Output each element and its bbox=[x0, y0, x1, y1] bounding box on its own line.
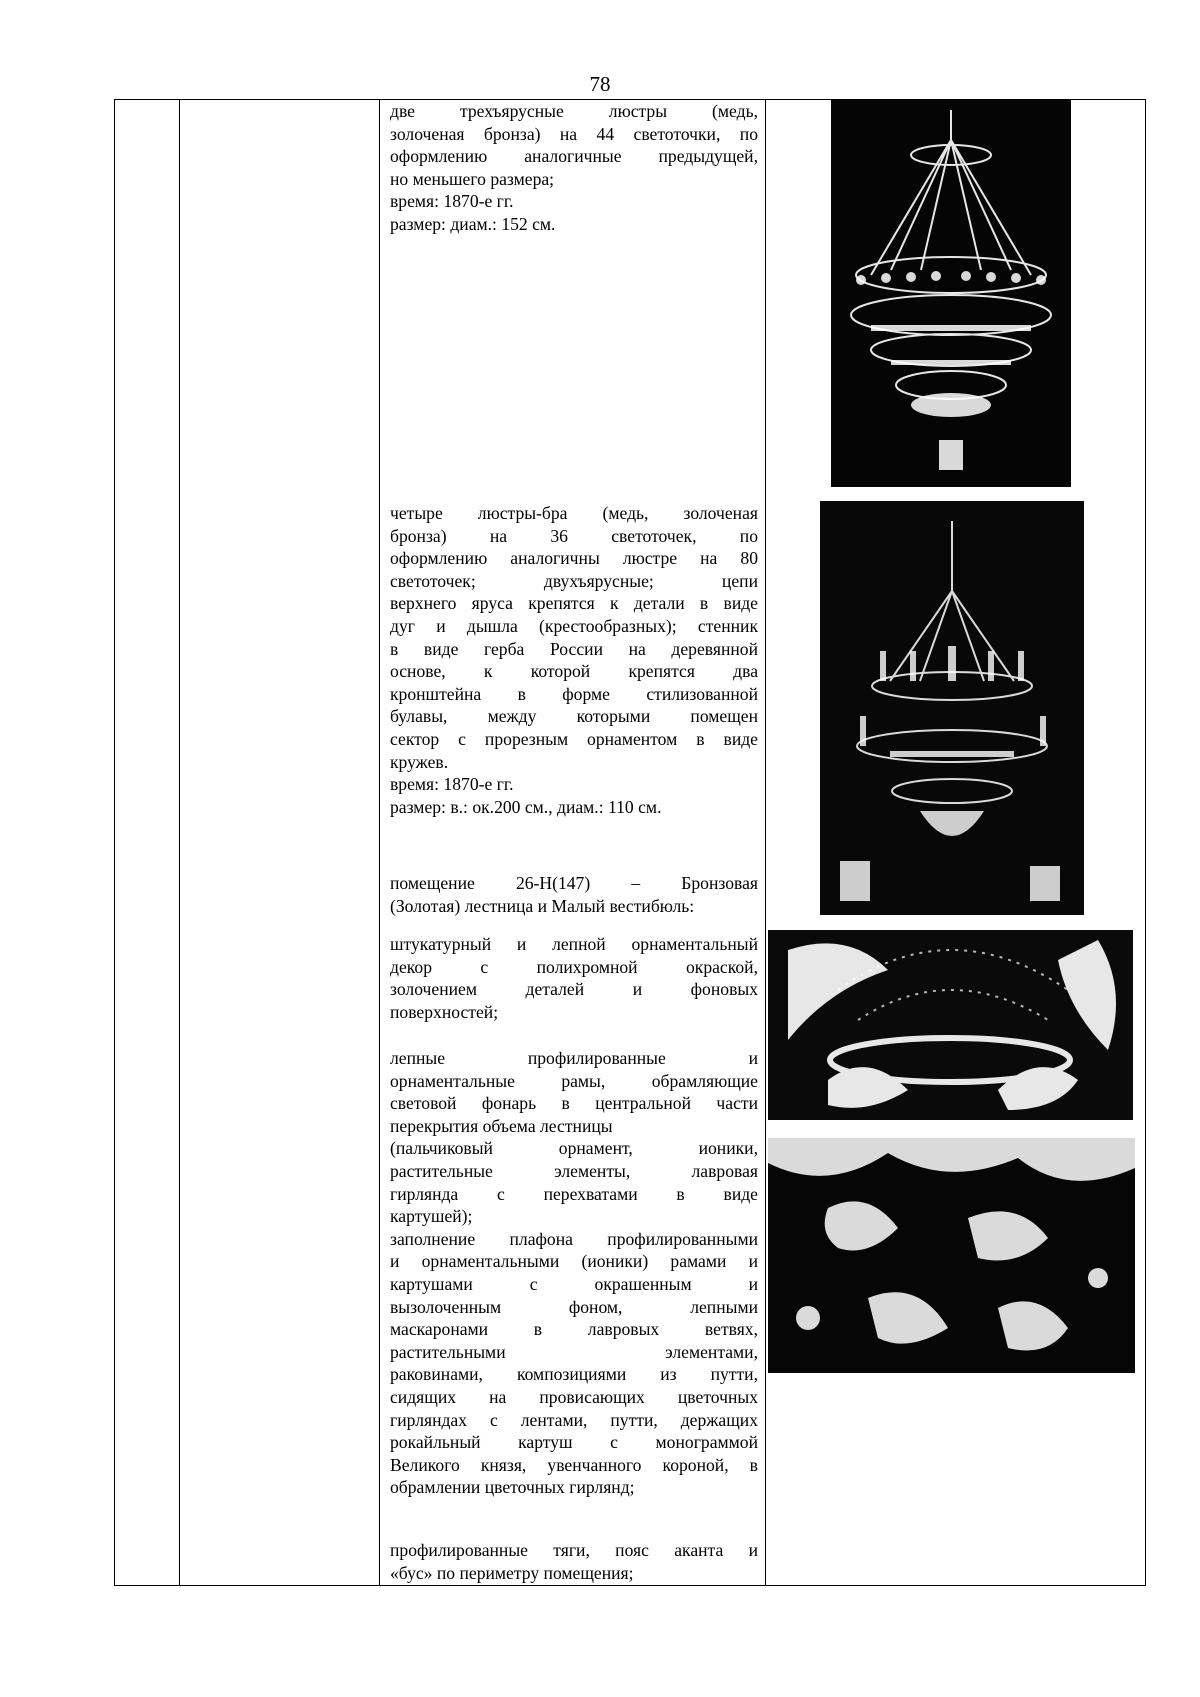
chandelier-photo bbox=[831, 100, 1071, 487]
text-line: профилированные тяги, пояс аканта и bbox=[390, 1540, 758, 1560]
text-line: рокайльный картуш с монограммой bbox=[390, 1432, 758, 1453]
text-line: основе, к которой крепятся два bbox=[390, 661, 758, 682]
column-divider bbox=[379, 99, 380, 1586]
text-line: поверхностей; bbox=[390, 1001, 499, 1022]
text-line: но меньшего размера; bbox=[390, 168, 555, 189]
entry-sconce-chandeliers bbox=[390, 502, 758, 818]
text-line: помещение 26-Н(147) – Бронзовая bbox=[390, 873, 758, 893]
text-line: сектор с прорезным орнаментом в виде bbox=[390, 728, 758, 749]
text-line: растительные элементы, лавровая bbox=[390, 1160, 758, 1181]
text-line: картушей); bbox=[390, 1206, 473, 1227]
text-line: орнаментальные рамы, обрамляющие bbox=[390, 1070, 758, 1091]
text-line: растительными элементами, bbox=[390, 1341, 758, 1362]
text-line: оформлению аналогичные предыдущей, bbox=[390, 146, 758, 167]
entry-stucco-decor bbox=[390, 933, 758, 1023]
text-line: верхнего яруса крепятся к детали в виде bbox=[390, 593, 758, 614]
text-line: размер: диам.: 152 см. bbox=[390, 213, 556, 234]
text-line: бронза) на 36 светоточек, по bbox=[390, 525, 758, 546]
text-line: вызолоченным фоном, лепными bbox=[390, 1296, 758, 1317]
text-line: в виде герба России на деревянной bbox=[390, 638, 758, 659]
text-line: булавы, между которыми помещен bbox=[390, 706, 758, 727]
text-line: обрамлении цветочных гирлянд; bbox=[390, 1477, 635, 1498]
text-line: две трехъярусные люстры (медь, bbox=[390, 101, 758, 121]
text-line: лепные профилированные и bbox=[390, 1048, 758, 1068]
entry-molded-frames bbox=[390, 1047, 758, 1499]
text-line: штукатурный и лепной орнаментальный bbox=[390, 934, 758, 954]
entry-room-heading bbox=[390, 872, 758, 917]
page-number: 78 bbox=[589, 72, 611, 96]
text-line: время: 1870-е гг. bbox=[390, 191, 514, 212]
text-line: Великого князя, увенчанного короной, в bbox=[390, 1454, 758, 1475]
text-line: «бус» по периметру помещения; bbox=[390, 1562, 634, 1583]
text-line: золоченая бронза) на 44 светоточки, по bbox=[390, 123, 758, 144]
text-line: сидящих на провисающих цветочных bbox=[390, 1386, 758, 1407]
text-line: перекрытия объема лестницы bbox=[390, 1115, 613, 1136]
text-line: и орнаментальными (ионики) рамами и bbox=[390, 1251, 758, 1272]
text-line: четыре люстры-бра (медь, золоченая bbox=[390, 503, 758, 523]
text-line: картушами с окрашенным и bbox=[390, 1273, 758, 1294]
text-line: заполнение плафона профилированными bbox=[390, 1228, 758, 1249]
text-line: гирлянда с перехватами в виде bbox=[390, 1183, 758, 1204]
text-line: световой фонарь в центральной части bbox=[390, 1093, 758, 1114]
molded-frame-photo bbox=[768, 930, 1133, 1120]
sconce-chandelier-photo bbox=[820, 501, 1084, 915]
text-line: оформлению аналогичны люстре на 80 bbox=[390, 548, 758, 569]
text-line: декор с полихромной окраской, bbox=[390, 956, 758, 977]
text-line: время: 1870-е гг. bbox=[390, 774, 514, 795]
text-line: маскаронами в лавровых ветвях, bbox=[390, 1319, 758, 1340]
text-line: кружев. bbox=[390, 751, 449, 772]
entry-chandeliers-44 bbox=[390, 100, 758, 236]
column-divider bbox=[179, 99, 180, 1586]
text-line: светоточек; двухъярусные; цепи bbox=[390, 570, 758, 591]
ceiling-ornament-photo bbox=[768, 1138, 1135, 1373]
text-line: дуг и дышла (крестообразных); стенник bbox=[390, 615, 758, 636]
entry-profiled-rods bbox=[390, 1539, 758, 1584]
text-line: размер: в.: ок.200 см., диам.: 110 см. bbox=[390, 796, 662, 817]
text-line: золочением деталей и фоновых bbox=[390, 979, 758, 1000]
text-line: (пальчиковый орнамент, ионики, bbox=[390, 1138, 758, 1159]
text-line: раковинами, композициями из путти, bbox=[390, 1364, 758, 1385]
text-line: (Золотая) лестница и Малый вестибюль: bbox=[390, 895, 695, 916]
column-divider bbox=[765, 99, 766, 1586]
text-line: кронштейна в форме стилизованной bbox=[390, 683, 758, 704]
text-line: гирляндах с лентами, путти, держащих bbox=[390, 1409, 758, 1430]
